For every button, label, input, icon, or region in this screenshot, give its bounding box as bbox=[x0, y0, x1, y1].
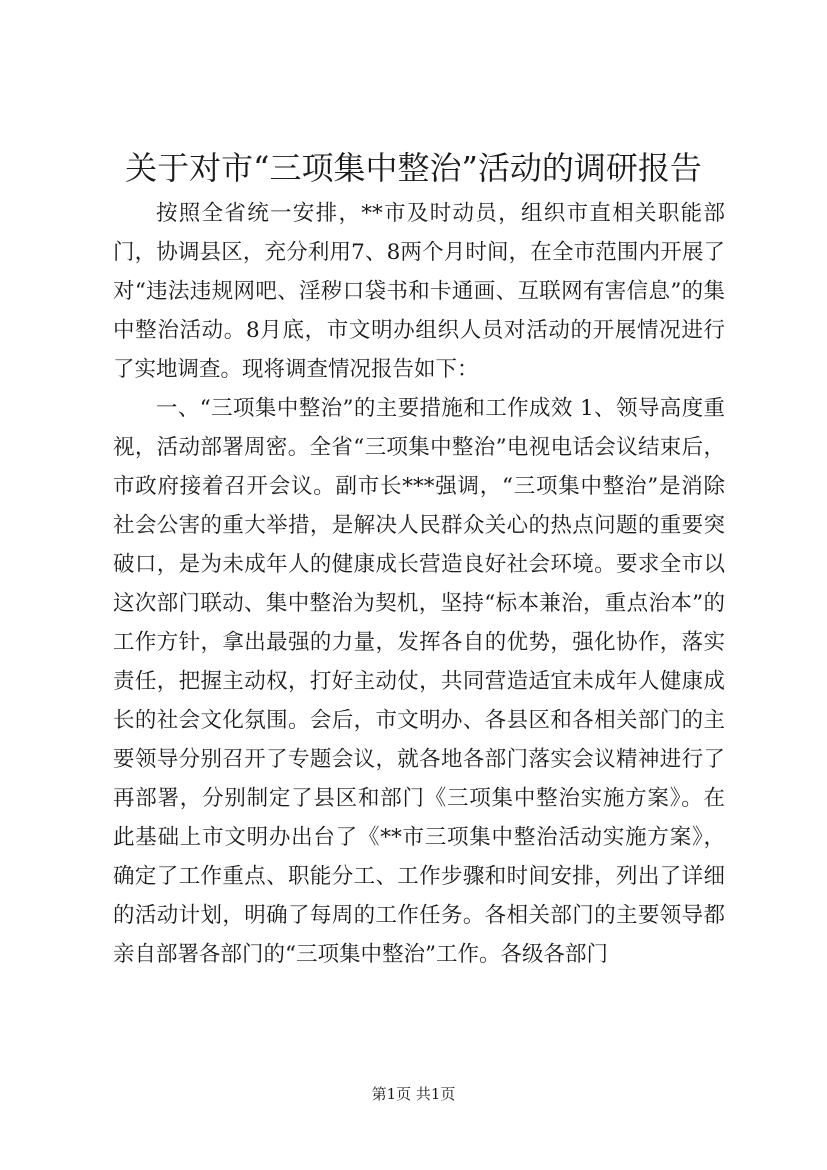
document-title: 关于对市“三项集中整治”活动的调研报告 bbox=[125, 149, 702, 187]
paragraph-section-one: 一、“三项集中整治”的主要措施和工作成效 1、领导高度重视，活动部署周密。全省“三项集中整治”电视电话会议结束后，市政府接着召开会议。副市长***强调，“三项集中整治”是消除社会公害的重大举措，是解决人民群众关心的热点问题的重要突破口，是为未成年人的健康成长营造良好社会环境。要求全市以这次部门联动、集中整治为契机，坚持“标本兼治，重点治本”的工作方针，拿出最强的力量，发挥各自的优势，强化协作，落实责任，把握主动权，打好主动仗，共同营造适宜未成年人健康成长的社会文化氛围。会后，市文明办、各县区和各相关部门的主要领导分别召开了专题会议，就各地各部门落实会议精神进行了再部署，分别制定了县区和部门《三项集中整治实施方案》。在此基础上市文明办出台了《**市三项集中整治活动实施方案》，确定了工作重点、职能分工、工作步骤和时间安排，列出了详细的活动计划，明确了每周的工作任务。各相关部门的主要领导都亲自部署各部门的“三项集中整治”工作。各级各部门 bbox=[113, 396, 725, 967]
document-body bbox=[113, 194, 725, 974]
page-footer: 第1页 共1页 bbox=[371, 1085, 456, 1103]
paragraph-intro: 按照全省统一安排，**市及时动员，组织市直相关职能部门，协调县区，充分利用7、8两个月时间，在全市范围内开展了对“违法违规网吧、淫秽口袋书和卡通画、互联网有害信息”的集中整治活动。8月底，市文明办组织人员对活动的开展情况进行了实地调查。现将调查情况报告如下： bbox=[113, 201, 725, 382]
